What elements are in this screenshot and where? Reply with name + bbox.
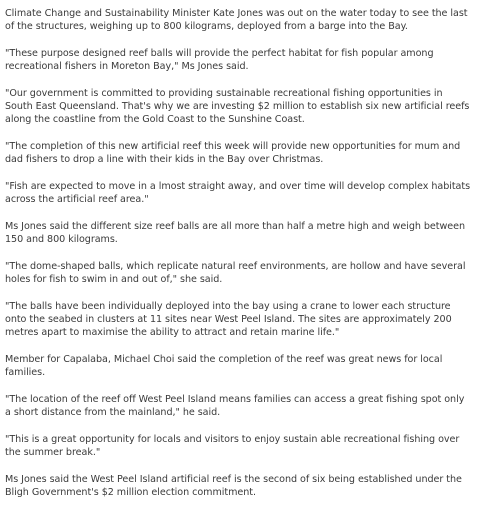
paragraph: "These purpose designed reef balls will provide the perfect habitat for fish popular among recreational fishers in Moreton Bay," Ms Jones said. (5, 48, 434, 72)
paragraph: "This is a great opportunity for locals and visitors to enjoy sustain able recreational fishing over the summer break." (5, 434, 460, 458)
paragraph: Ms Jones said the different size reef balls are all more than half a metre high and weigh between 150 and 800 kilograms. (5, 221, 466, 245)
paragraph: Member for Capalaba, Michael Choi said the completion of the reef was great news for local families. (5, 354, 443, 378)
paragraph: Ms Jones said the West Peel Island artificial reef is the second of six being established under the Bligh Government's $2 million election commitment. (5, 474, 462, 498)
paragraph: "The balls have been individually deployed into the bay using a crane to lower each structure onto the seabed in clusters at 11 sites near West Peel Island. The sites are approximately 200 metres apart to maximise the ability to attract and retain marine life." (5, 301, 452, 338)
article-body (5, 7, 473, 513)
paragraph: "Fish are expected to move in a lmost straight away, and over time will develop complex habitats across the artificial reef area." (5, 181, 471, 205)
paragraph: "The completion of this new artificial reef this week will provide new opportunities for mum and dad fishers to drop a line with their kids in the Bay over Christmas. (5, 141, 461, 165)
paragraph: "The dome-shaped balls, which replicate natural reef environments, are hollow and have several holes for fish to swim in and out of," she said. (5, 261, 466, 285)
paragraph: "Our government is committed to providing sustainable recreational fishing opportunities in South East Queensland. That's why we are investing $2 million to establish six new artificial reefs along the coastline from the Gold Coast to the Sunshine Coast. (5, 88, 470, 125)
paragraph: Climate Change and Sustainability Minister Kate Jones was out on the water today to see the last of the structures, weighing up to 800 kilograms, deployed from a barge into the Bay. (5, 8, 468, 32)
paragraph: "The location of the reef off West Peel Island means families can access a great fishing spot only a short distance from the mainland," he said. (5, 394, 465, 418)
